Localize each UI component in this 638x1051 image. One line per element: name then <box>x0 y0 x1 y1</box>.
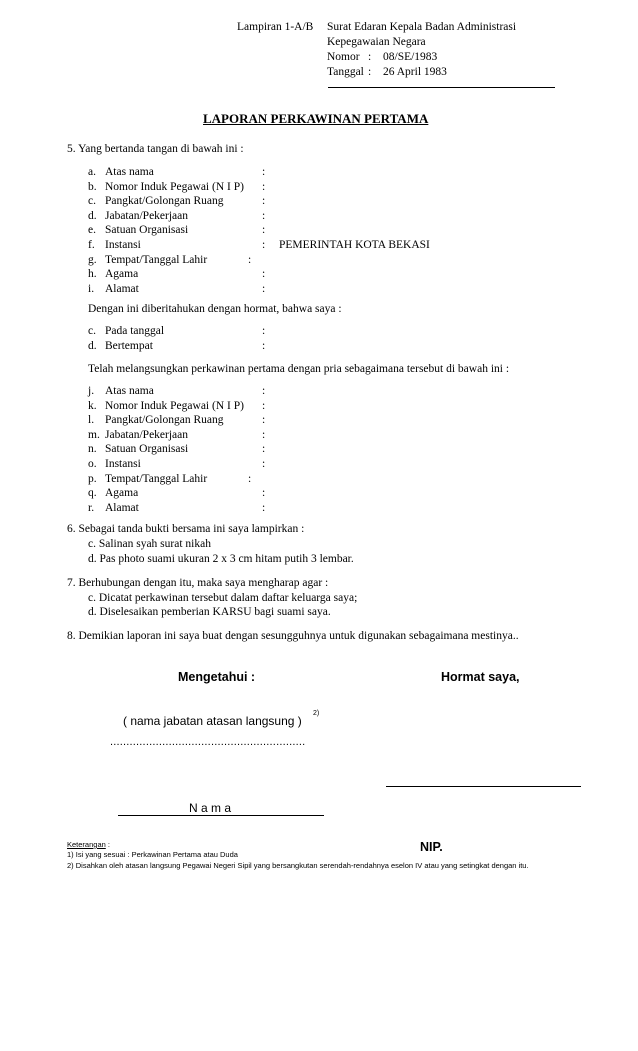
field-letter: n. <box>88 443 97 456</box>
field-colon: : <box>262 339 266 352</box>
field-colon: : <box>262 195 266 208</box>
colon: : <box>368 66 372 78</box>
field-label: Pangkat/Golongan Ruang <box>105 195 224 208</box>
section6-item: c. Salinan syah surat nikah <box>88 538 211 550</box>
section6-item: d. Pas photo suami ukuran 2 x 3 cm hitam putih 3 lembar. <box>88 553 354 565</box>
field-colon: : <box>262 443 266 456</box>
field-label: Nomor Induk Pegawai (N I P) <box>105 180 244 193</box>
field-colon: : <box>262 224 266 237</box>
field-colon: : <box>262 385 266 397</box>
date-value: 26 April 1983 <box>383 66 447 78</box>
field-label: Jabatan/Pekerjaan <box>105 428 189 441</box>
position-placeholder-text: ( nama jabatan atasan langsung ) <box>123 714 302 728</box>
number-label: Nomor <box>327 51 360 63</box>
field-letter: p. <box>88 472 97 485</box>
field-label: Tempat/Tanggal Lahir <box>105 472 208 485</box>
field-letter: e. <box>88 224 96 237</box>
colon: : <box>368 51 372 63</box>
field-colon: : <box>262 180 266 193</box>
signature-dots: ............................................................ <box>110 736 306 748</box>
acknowledged-label: Mengetahui : <box>178 670 256 684</box>
signature-line <box>386 786 581 787</box>
field-label: Bertempat <box>105 339 153 352</box>
field-letter: m. <box>88 428 100 441</box>
name-label: N a m a <box>189 801 232 815</box>
field-label: Agama <box>105 268 139 281</box>
attachment-label: Lampiran 1-A/B <box>237 21 314 33</box>
field-letter: i. <box>88 282 95 295</box>
field-letter: c. <box>88 195 96 208</box>
notes-heading-text: Keterangan <box>67 840 106 849</box>
field-label: Satuan Organisasi <box>105 224 189 237</box>
field-letter: j. <box>88 385 95 397</box>
field-label: Tempat/Tanggal Lahir <box>105 253 208 266</box>
field-letter: f. <box>88 239 95 251</box>
field-letter: a. <box>88 166 96 178</box>
field-letter: d. <box>88 209 97 222</box>
field-label: Pada tanggal <box>105 325 165 337</box>
page-title: LAPORAN PERKAWINAN PERTAMA <box>203 111 429 126</box>
agency-name: Kepegawaian Negara <box>327 36 426 48</box>
respect-label: Hormat saya, <box>441 670 520 684</box>
field-colon: : <box>262 209 266 222</box>
field-letter: g. <box>88 253 97 266</box>
married-text: Telah melangsungkan perkawinan pertama dengan pria sebagaimana tersebut di bawah ini : <box>88 363 510 375</box>
field-label: Instansi <box>105 239 141 251</box>
field-letter: o. <box>88 458 97 470</box>
field-label: Jabatan/Pekerjaan <box>105 209 189 222</box>
field-value[interactable]: PEMERINTAH KOTA BEKASI <box>279 239 430 251</box>
field-label: Instansi <box>105 458 141 470</box>
note-2: 2) Disahkan oleh atasan langsung Pegawai Negeri Sipil yang bersangkutan serendah-rendahnya eselon IV atau yang setingkat dengan itu. <box>67 861 529 870</box>
field-colon: : <box>262 487 266 500</box>
field-letter: d. <box>88 339 97 352</box>
field-label: Pangkat/Golongan Ruang <box>105 414 224 427</box>
date-label: Tanggal <box>327 66 364 78</box>
field-label: Nomor Induk Pegawai (N I P) <box>105 399 244 412</box>
field-letter: l. <box>88 414 95 427</box>
field-colon: : <box>248 472 252 485</box>
section7-item: d. Diselesaikan pemberian KARSU bagi suami saya. <box>88 606 331 618</box>
notes-heading <box>67 840 110 849</box>
field-letter: h. <box>88 268 97 281</box>
section5-intro: 5. Yang bertanda tangan di bawah ini : <box>67 143 244 155</box>
field-colon: : <box>262 458 266 470</box>
field-letter: q. <box>88 487 97 500</box>
field-label: Agama <box>105 487 139 500</box>
circular-title: Surat Edaran Kepala Badan Administrasi <box>327 21 517 33</box>
field-colon: : <box>262 239 266 251</box>
field-colon: : <box>248 253 252 266</box>
field-colon: : <box>262 428 266 441</box>
field-colon: : <box>262 325 266 337</box>
number-value: 08/SE/1983 <box>383 51 438 63</box>
field-label: Alamat <box>105 501 139 514</box>
field-label: Atas nama <box>105 385 154 397</box>
field-colon: : <box>262 166 266 178</box>
field-letter: r. <box>88 501 95 514</box>
field-colon: : <box>262 414 266 427</box>
section7-item: c. Dicatat perkawinan tersebut dalam daftar keluarga saya; <box>88 592 358 604</box>
field-colon: : <box>262 268 266 281</box>
position-placeholder <box>123 714 302 728</box>
field-colon: : <box>262 399 266 412</box>
field-colon: : <box>262 501 266 514</box>
header-underline <box>328 87 555 88</box>
section7-intro: 7. Berhubungan dengan itu, maka saya mengharap agar : <box>67 577 329 589</box>
field-letter: k. <box>88 399 97 412</box>
note-1: 1) Isi yang sesuai : Perkawinan Pertama atau Duda <box>67 850 238 859</box>
field-label: Atas nama <box>105 166 154 178</box>
field-label: Satuan Organisasi <box>105 443 189 456</box>
notice-text: Dengan ini diberitahukan dengan hormat, bahwa saya : <box>88 303 342 315</box>
nip-label: NIP. <box>420 840 443 854</box>
section6-intro: 6. Sebagai tanda bukti bersama ini saya lampirkan : <box>67 523 305 535</box>
field-label: Alamat <box>105 282 139 295</box>
section8-text: 8. Demikian laporan ini saya buat dengan sesungguhnya untuk digunakan sebagaimana mestinya.. <box>67 630 519 642</box>
field-letter: c. <box>88 325 96 337</box>
notes-heading-colon: : <box>105 840 110 849</box>
name-underline <box>118 815 324 816</box>
position-footnote: 2) <box>313 710 320 717</box>
field-letter: b. <box>88 180 97 193</box>
field-colon: : <box>262 282 266 295</box>
